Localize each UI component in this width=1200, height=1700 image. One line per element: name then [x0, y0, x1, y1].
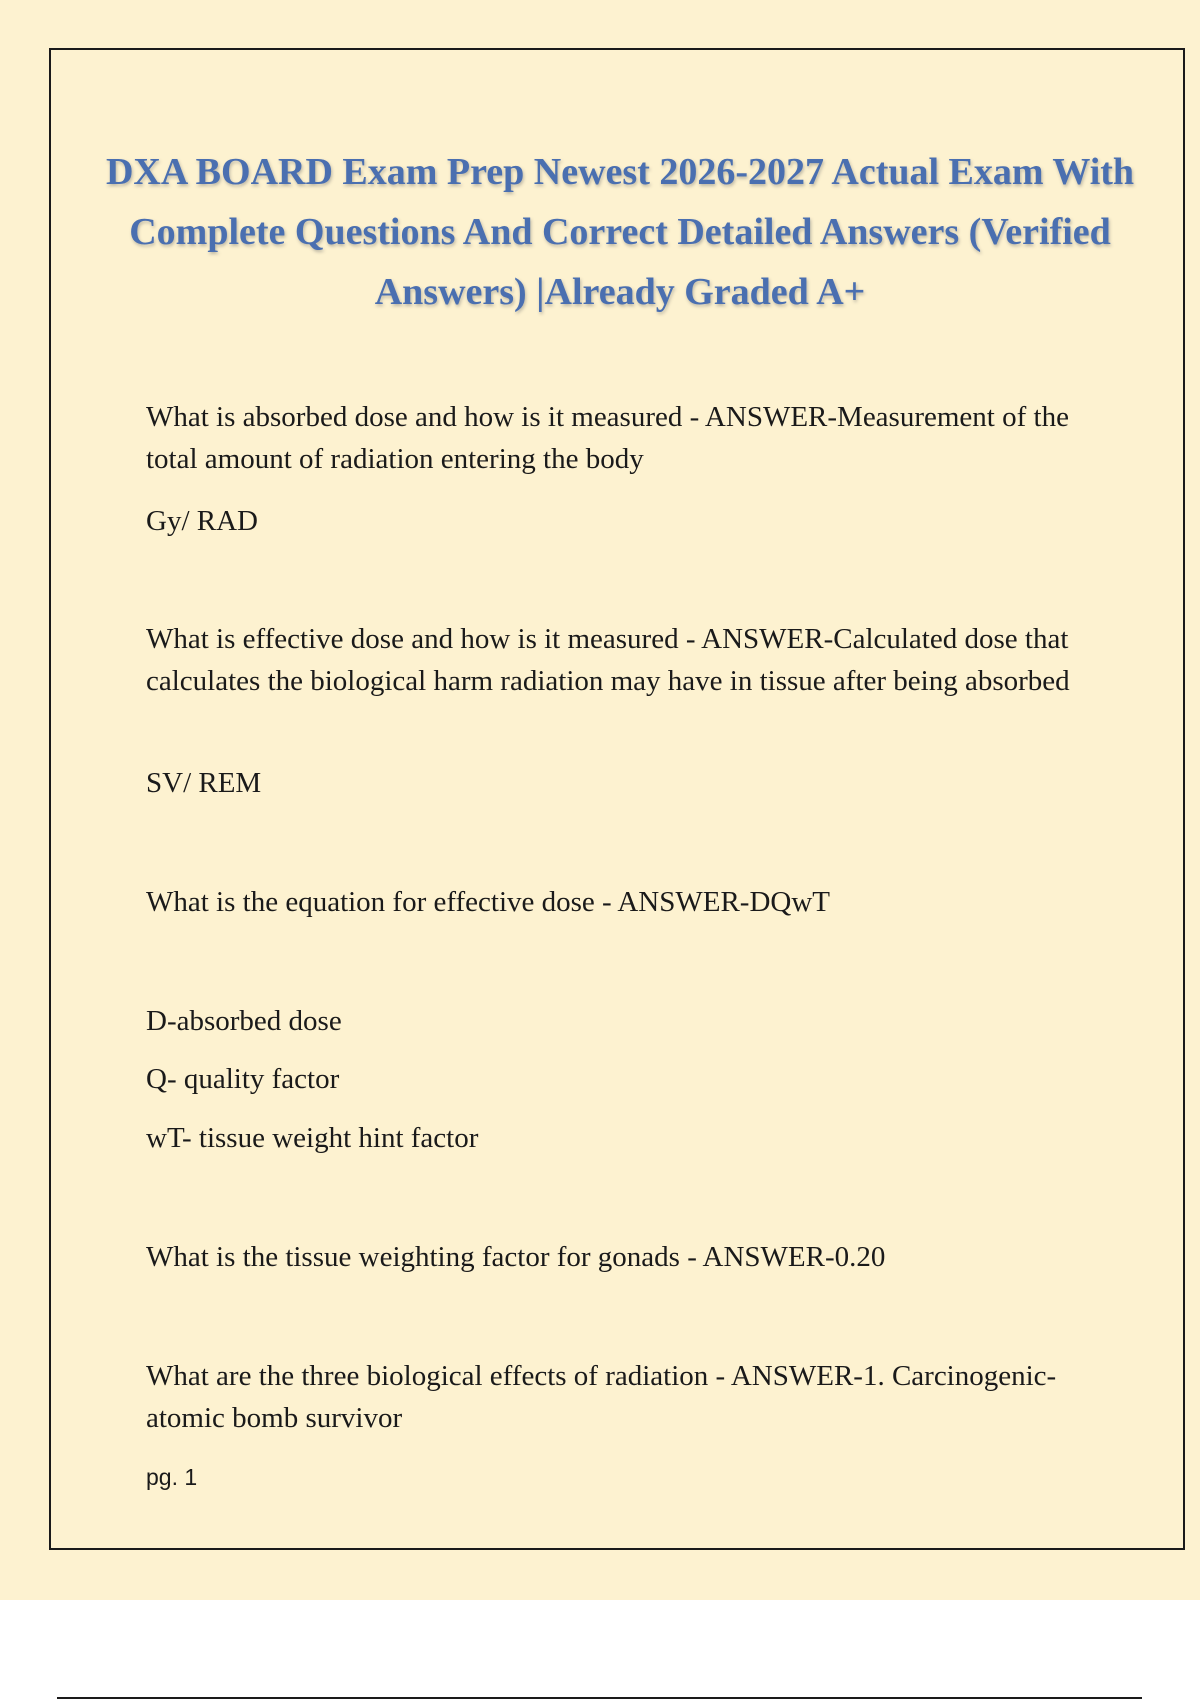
- qa-absorbed-dose: What is absorbed dose and how is it measured - ANSWER-Measurement of the total amount of radiation entering the body: [146, 401, 1069, 475]
- effective-dose-units: SV/ REM: [146, 767, 262, 799]
- equation-term-quality-factor: Q- quality factor: [146, 1063, 340, 1095]
- equation-term-absorbed-dose: D-absorbed dose: [146, 1005, 342, 1037]
- next-page-rule: [57, 1697, 1142, 1699]
- absorbed-dose-units: Gy/ RAD: [146, 505, 258, 537]
- page-number: pg. 1: [146, 1464, 198, 1490]
- qa-effective-dose-equation: What is the equation for effective dose - ANSWER-DQwT: [146, 886, 830, 918]
- qa-tissue-weighting-gonads: What is the tissue weighting factor for gonads - ANSWER-0.20: [146, 1241, 886, 1273]
- equation-term-tissue-weight: wT- tissue weight hint factor: [146, 1122, 479, 1154]
- document-title: DXA BOARD Exam Prep Newest 2026-2027 Actual Exam With Complete Questions And Correct Detailed Answers (Verified Answers) |Already Graded A+: [105, 151, 1135, 313]
- qa-biological-effects: What are the three biological effects of radiation - ANSWER-1. Carcinogenic- atomic bomb survivor: [146, 1360, 1057, 1434]
- qa-effective-dose: What is effective dose and how is it measured - ANSWER-Calculated dose that calculates the biological harm radiation may have in tissue after being absorbed: [146, 623, 1070, 697]
